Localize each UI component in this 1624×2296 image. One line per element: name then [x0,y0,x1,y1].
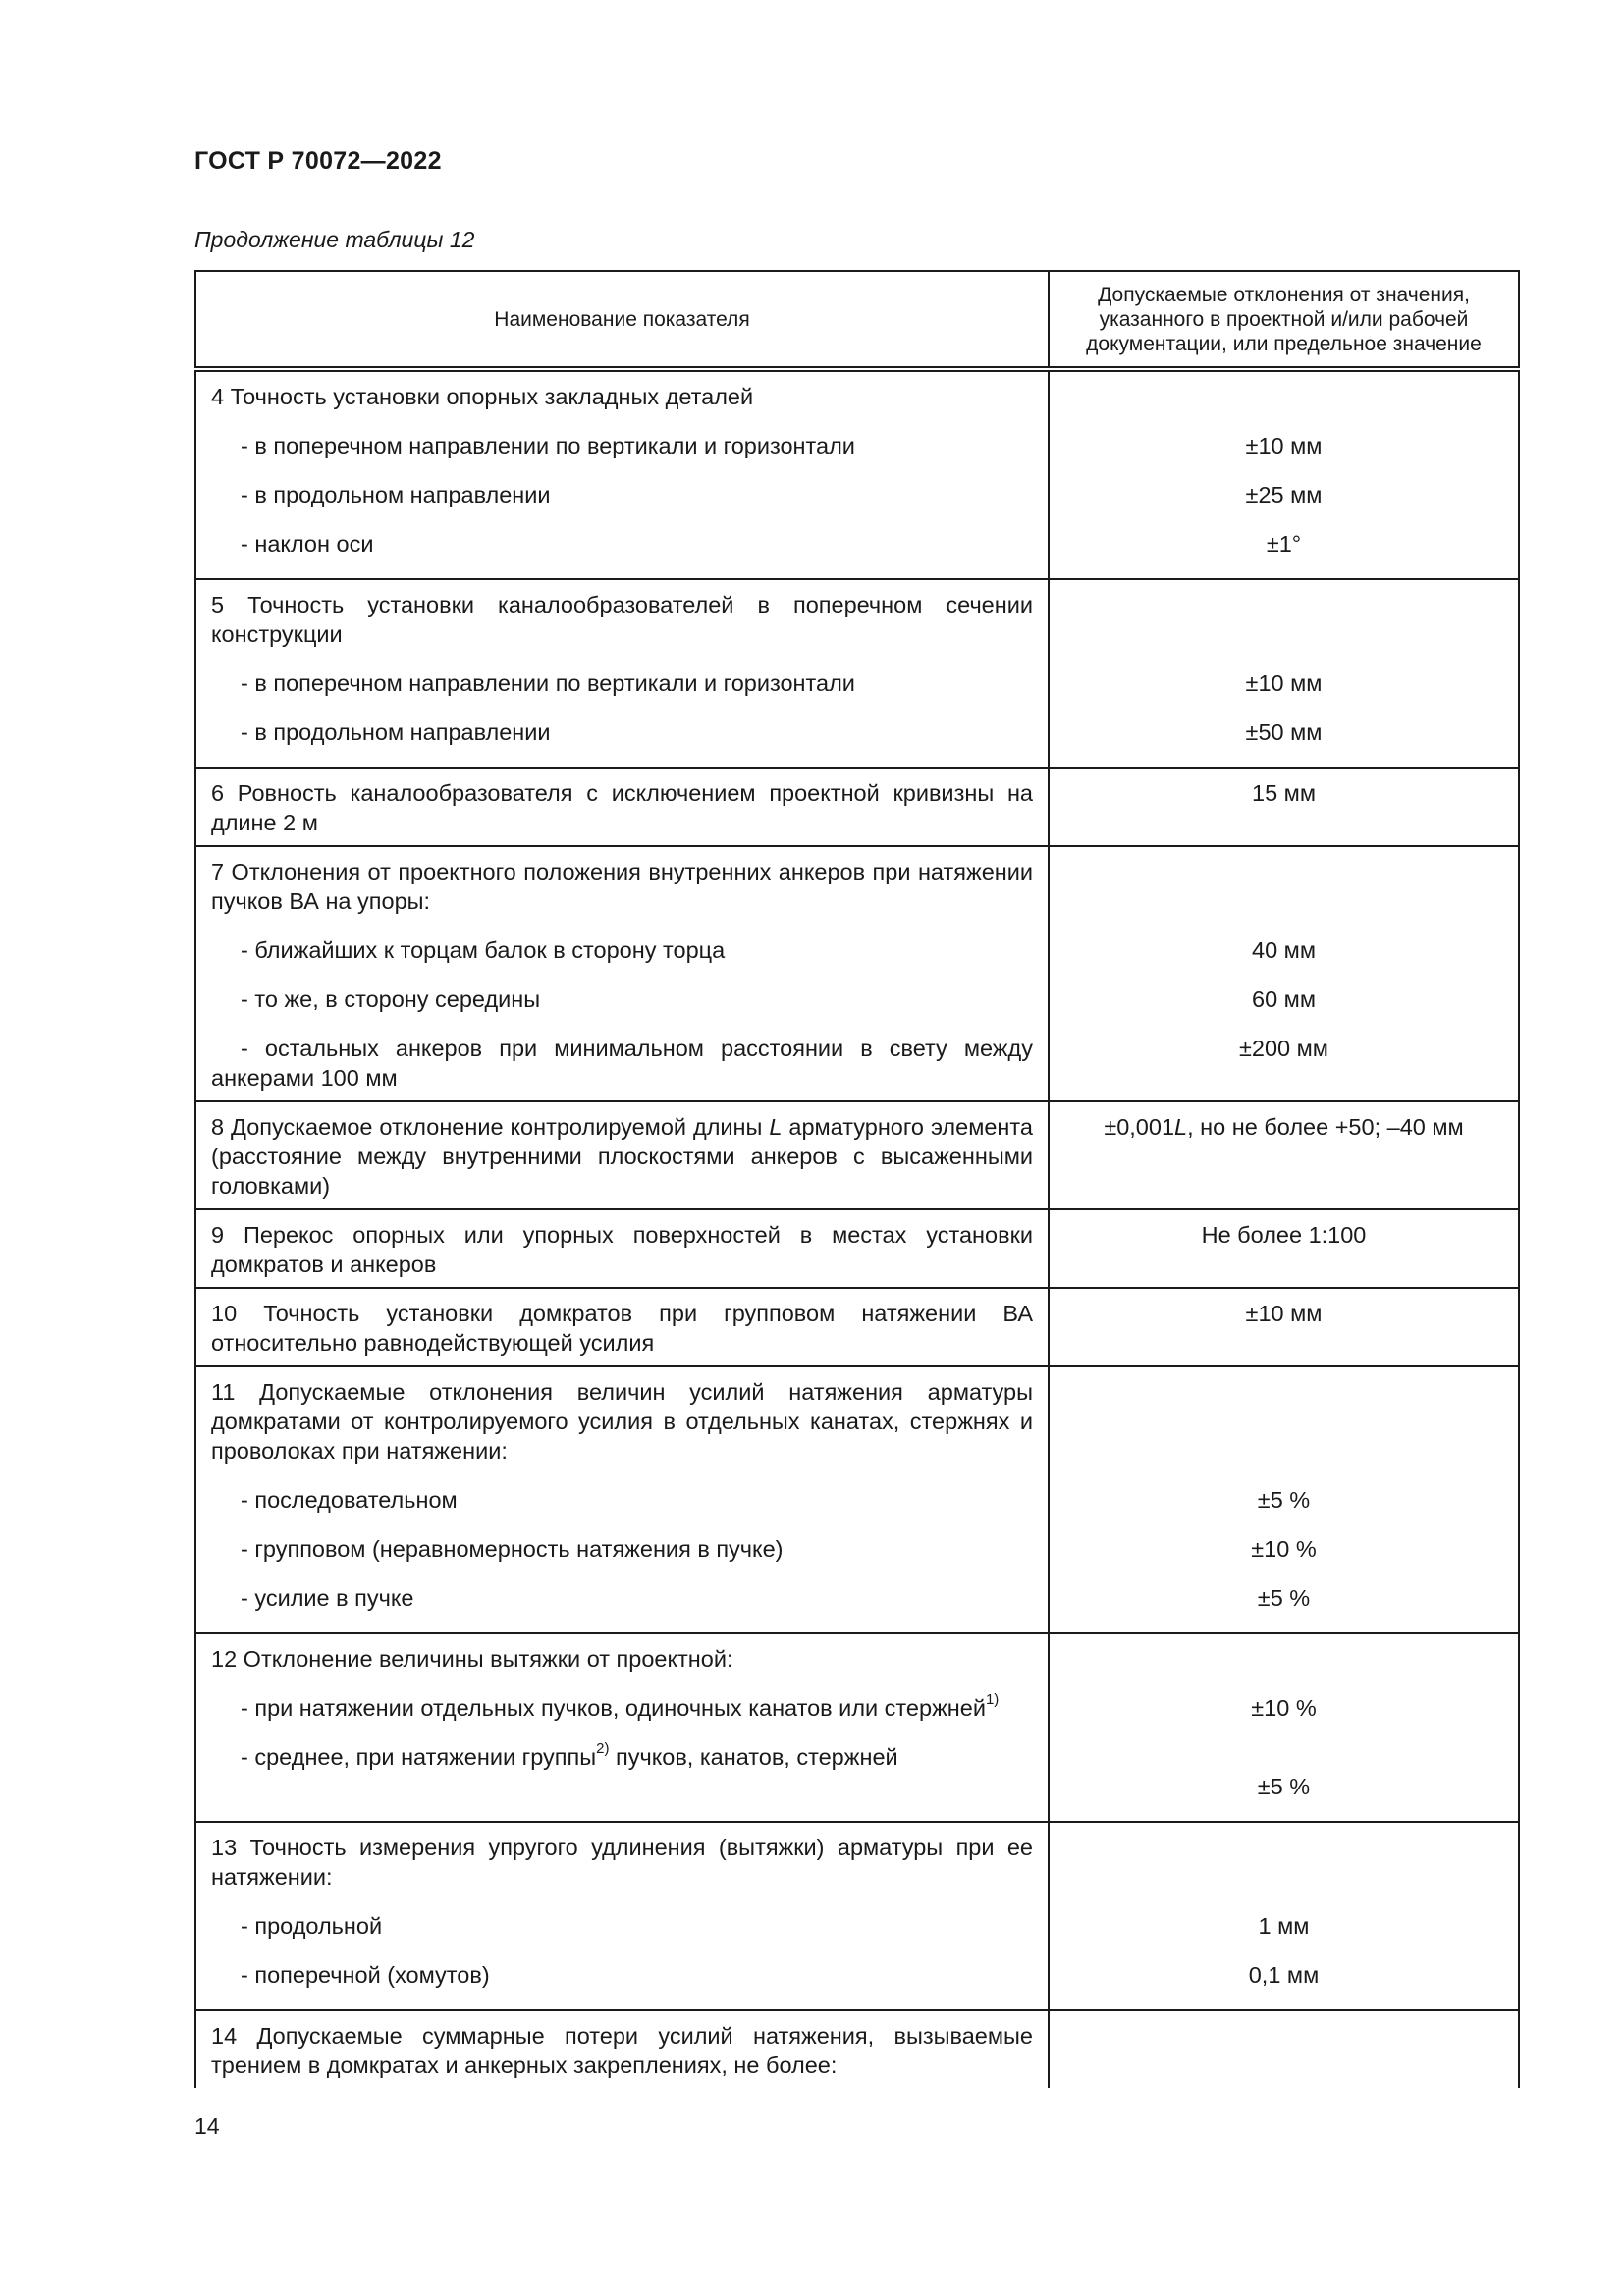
row-8-value [1050,1112,1518,1142]
table-caption: Продолжение таблицы 12 [194,227,475,252]
row-8-title-suffix: арматурного элемента (расстояние между внутренними плоскостями анкеров с высаженными головками) [211,1114,1033,1199]
row-13-value-cell [1049,1822,1519,2010]
row-10-value-cell [1049,1288,1519,1366]
row-4-value-1: ±10 мм [1245,433,1323,458]
tolerance-table [194,270,1520,2088]
row-13-name-cell [195,1822,1049,2010]
table-row [195,1288,1519,1366]
row-14-title: 14 Допускаемые суммарные потери усилий натяжения, вызываемые трением в домкратах и анкерных закреплениях, не более: [211,2023,1033,2078]
row-4-value-3: ±1° [1266,531,1302,557]
row-8-value-variable: L [1174,1114,1188,1140]
table-row [195,768,1519,846]
row-6-value: 15 мм [1252,780,1316,806]
row-5-name-cell [195,579,1049,768]
row-4-name-cell [195,369,1049,579]
row-9-value: Не более 1:100 [1201,1222,1367,1248]
row-11-value-1: ±5 % [1257,1487,1311,1513]
table-row [195,1366,1519,1633]
row-12-item-1 [196,1693,1048,1723]
row-12-item-1-text: - при натяжении отдельных пучков, одиночных канатов или стержней [241,1695,986,1721]
row-7-item-3: - остальных анкеров при минимальном расстоянии в свету между анкерами 100 мм [211,1036,1033,1091]
footnote-ref-1: 1) [985,1691,1000,1709]
row-11-value-2: ±10 % [1251,1536,1317,1562]
row-12-value-cell [1049,1633,1519,1822]
row-8-title [196,1112,1048,1201]
row-7-value-3: ±200 мм [1239,1036,1328,1061]
row-4-title: 4 Точность установки опорных закладных деталей [211,384,754,409]
row-13-value-2: 0,1 мм [1248,1962,1320,1988]
row-13-item-1: - продольной [241,1913,383,1939]
row-12-value-1: ±10 % [1251,1695,1317,1721]
row-9-name-cell [195,1209,1049,1288]
table-row [195,2010,1519,2088]
table-row [195,846,1519,1101]
table-row [195,1822,1519,2010]
row-9-title: 9 Перекос опорных или упорных поверхностей в местах установки домкратов и анкеров [211,1222,1033,1277]
row-8-value-prefix: ±0,001 [1104,1114,1175,1140]
row-6-value-cell [1049,768,1519,846]
table-row [195,1209,1519,1288]
header-name-column: Наименование показателя [195,271,1049,369]
row-11-item-3: - усилие в пучке [241,1585,414,1611]
row-7-value-1: 40 мм [1252,937,1316,963]
row-8-value-cell [1049,1101,1519,1209]
row-9-value-cell [1049,1209,1519,1288]
header-value-column: Допускаемые отклонения от значения, указанного в проектной и/или рабочей документации, или предельное значение [1049,271,1519,369]
row-14-value-cell [1049,2010,1519,2088]
row-14-name-cell [195,2010,1049,2088]
row-11-value-3: ±5 % [1257,1585,1311,1611]
row-12-title: 12 Отклонение величины вытяжки от проектной: [211,1646,733,1672]
row-4-item-1: - в поперечном направлении по вертикали и горизонтали [241,433,855,458]
page-number: 14 [194,2113,220,2139]
table-header-row [195,271,1519,369]
row-11-title: 11 Допускаемые отклонения величин усилий натяжения арматуры домкратами от контролируемого усилия в отдельных канатах, стержнях и проволоках при натяжении: [211,1379,1033,1464]
row-12-value-2: ±5 % [1257,1774,1311,1799]
row-6-name-cell [195,768,1049,846]
row-10-title: 10 Точность установки домкратов при групповом натяжении ВА относительно равнодействующей усилия [211,1301,1033,1356]
row-5-item-1: - в поперечном направлении по вертикали и горизонтали [241,670,855,696]
row-10-name-cell [195,1288,1049,1366]
table-row [195,579,1519,768]
row-12-item-2-prefix: - среднее, при натяжении группы [241,1744,597,1770]
row-5-title: 5 Точность установки каналообразователей в поперечном сечении конструкции [211,592,1033,647]
row-13-title: 13 Точность измерения упругого удлинения (вытяжки) арматуры при ее натяжении: [211,1835,1033,1890]
row-12-item-2-suffix: пучков, канатов, стержней [609,1744,898,1770]
row-11-item-1: - последовательном [241,1487,458,1513]
row-4-item-3: - наклон оси [241,531,374,557]
row-5-value-cell [1049,579,1519,768]
row-5-value-1: ±10 мм [1245,670,1323,696]
table-row [195,1101,1519,1209]
row-13-value-1: 1 мм [1258,1913,1310,1939]
row-8-name-cell [195,1101,1049,1209]
row-6-title: 6 Ровность каналообразователя с исключением проектной кривизны на длине 2 м [211,780,1033,835]
row-7-item-2: - то же, в сторону середины [241,987,541,1012]
row-11-name-cell [195,1366,1049,1633]
row-4-value-2: ±25 мм [1245,482,1323,507]
table-row [195,369,1519,579]
row-10-value: ±10 мм [1245,1301,1323,1326]
row-11-value-cell [1049,1366,1519,1633]
row-7-value-cell [1049,846,1519,1101]
row-7-title: 7 Отклонения от проектного положения внутренних анкеров при натяжении пучков ВА на упоры: [211,859,1033,914]
row-8-title-variable: L [769,1114,783,1140]
row-12-item-2 [196,1742,1048,1772]
row-5-value-2: ±50 мм [1245,720,1323,745]
row-4-value-cell [1049,369,1519,579]
row-8-value-suffix: , но не более +50; –40 мм [1187,1114,1464,1140]
row-5-item-2: - в продольном направлении [241,720,551,745]
row-8-title-prefix: 8 Допускаемое отклонение контролируемой длины [211,1114,770,1140]
table-row [195,1633,1519,1822]
row-12-name-cell [195,1633,1049,1822]
document-header: ГОСТ Р 70072—2022 [194,147,442,175]
row-7-item-1: - ближайших к торцам балок в сторону торца [241,937,726,963]
row-7-name-cell [195,846,1049,1101]
footnote-ref-2: 2) [596,1740,610,1758]
row-11-item-2: - групповом (неравномерность натяжения в пучке) [241,1536,784,1562]
row-7-value-2: 60 мм [1252,987,1316,1012]
row-4-item-2: - в продольном направлении [241,482,551,507]
row-13-item-2: - поперечной (хомутов) [241,1962,490,1988]
